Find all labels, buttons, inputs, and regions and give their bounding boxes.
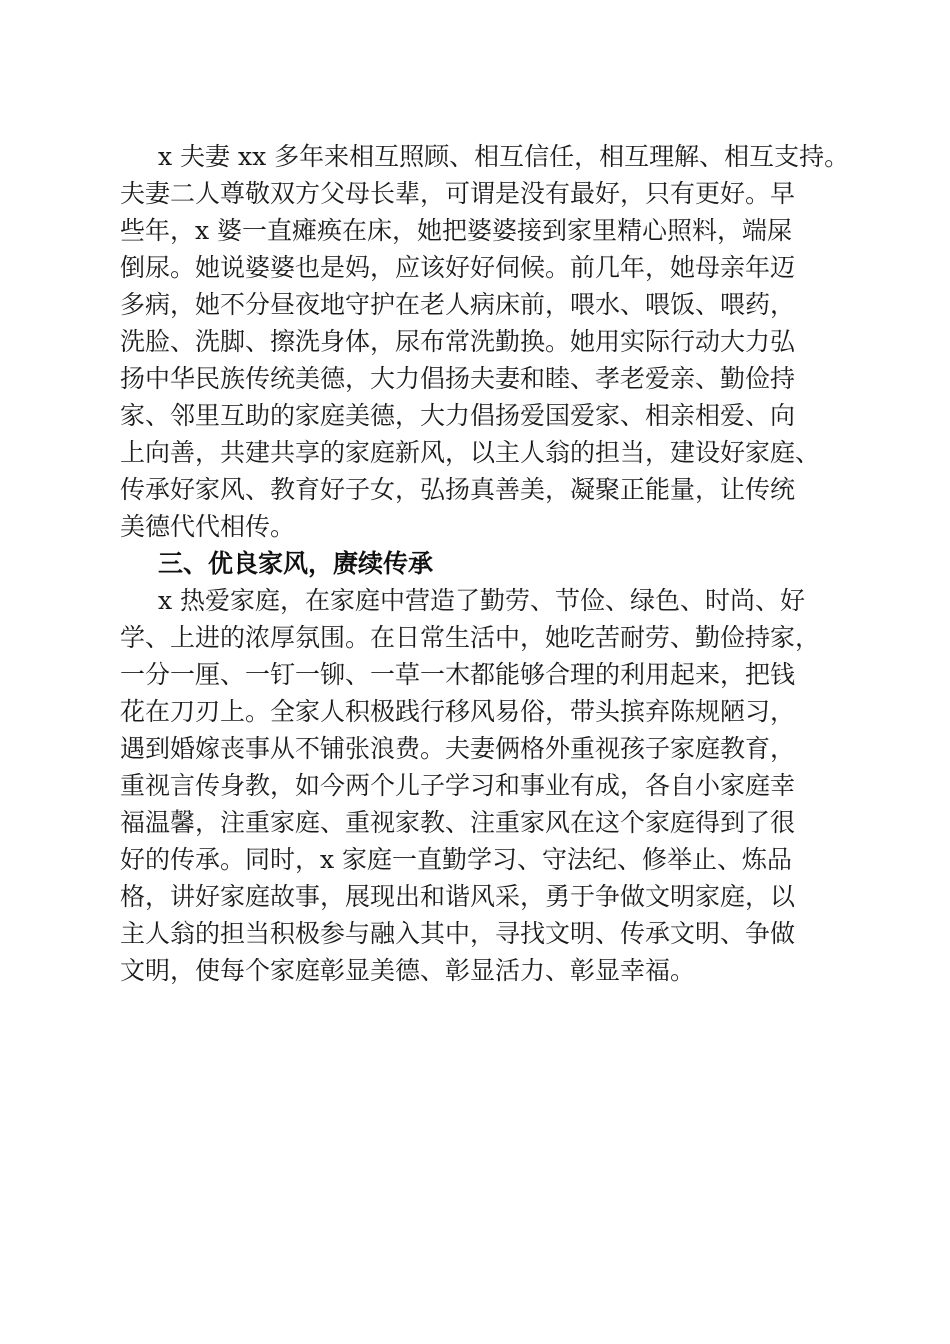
paragraph-line: 一分一厘、一钉一铆、一草一木都能够合理的利用起来，把钱: [120, 660, 796, 689]
paragraph-line: 倒尿。她说婆婆也是妈，应该好好伺候。前几年，她母亲年迈: [120, 253, 796, 282]
paragraph-line: 些年，x 婆一直瘫痪在床，她把婆婆接到家里精心照料，端屎: [120, 216, 793, 245]
paragraph-line: x 热爱家庭，在家庭中营造了勤劳、节俭、绿色、时尚、好: [158, 586, 806, 615]
paragraph-line: 多病，她不分昼夜地守护在老人病床前，喂水、喂饭、喂药，: [120, 290, 796, 319]
paragraph-line: 夫妻二人尊敬双方父母长辈，可谓是没有最好，只有更好。早: [120, 179, 796, 208]
paragraph-line: 美德代代相传。: [120, 512, 296, 541]
document-body: [120, 138, 850, 989]
paragraph-line: 传承好家风、教育好子女，弘扬真善美，凝聚正能量，让传统: [120, 475, 796, 504]
paragraph-line: 家、邻里互助的家庭美德，大力倡扬爱国爱家、相亲相爱、向: [120, 401, 796, 430]
paragraph-family-tradition: [120, 582, 835, 989]
paragraph-line: 上向善，共建共享的家庭新风，以主人翁的担当，建设好家庭、: [120, 438, 821, 467]
paragraph-line: 洗脸、洗脚、擦洗身体，尿布常洗勤换。她用实际行动大力弘: [120, 327, 796, 356]
paragraph-line: 文明，使每个家庭彰显美德、彰显活力、彰显幸福。: [120, 956, 696, 985]
paragraph-family-harmony: [120, 138, 850, 545]
paragraph-line: 格，讲好家庭故事，展现出和谐风采，勇于争做文明家庭，以: [120, 882, 796, 911]
paragraph-line: 重视言传身教，如今两个儿子学习和事业有成，各自小家庭幸: [120, 771, 796, 800]
paragraph-line: 遇到婚嫁丧事从不铺张浪费。夫妻俩格外重视孩子家庭教育，: [120, 734, 796, 763]
paragraph-line: 扬中华民族传统美德，大力倡扬夫妻和睦、孝老爱亲、勤俭持: [120, 364, 796, 393]
paragraph-line: 好的传承。同时，x 家庭一直勤学习、守法纪、修举止、炼品: [120, 845, 793, 874]
paragraph-line: 福温馨，注重家庭、重视家教、注重家风在这个家庭得到了很: [120, 808, 796, 837]
paragraph-line: 主人翁的担当积极参与融入其中，寻找文明、传承文明、争做: [120, 919, 796, 948]
paragraph-line: x 夫妻 xx 多年来相互照顾、相互信任，相互理解、相互支持。: [158, 142, 850, 171]
paragraph-line: 花在刀刃上。全家人积极践行移风易俗，带头摈弃陈规陋习，: [120, 697, 796, 726]
section-heading: 三、优良家风，赓续传承: [158, 549, 434, 578]
paragraph-line: 学、上进的浓厚氛围。在日常生活中，她吃苦耐劳、勤俭持家，: [120, 623, 821, 652]
